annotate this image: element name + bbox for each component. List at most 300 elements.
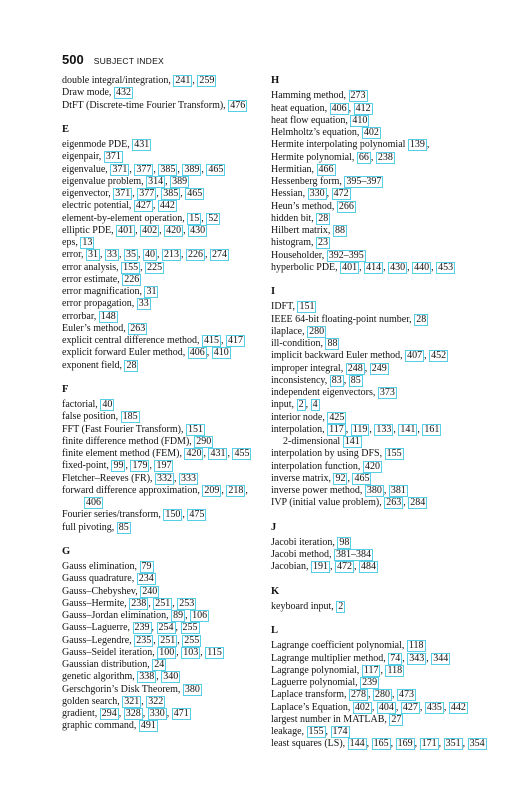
index-entry <box>62 573 267 585</box>
page-reference-link[interactable]: 330 <box>309 188 325 200</box>
index-entry <box>62 720 267 732</box>
index-entry <box>62 100 267 112</box>
index-term: interpolation, <box>271 423 328 435</box>
index-entry <box>271 115 476 127</box>
index-term: Gauss–Legendre, <box>62 634 135 646</box>
index-term: Gerschgorin’s Disk Theorem, <box>62 683 183 695</box>
page-reference-link[interactable]: 263 <box>386 497 402 509</box>
page-reference-link[interactable]: 165 <box>373 738 389 750</box>
index-term: hidden bit, <box>271 212 317 224</box>
index-term: Laplace’s Equation, <box>271 701 353 713</box>
page-reference-link[interactable]: 431 <box>210 448 226 459</box>
page-reference-link[interactable]: 141 <box>344 436 360 447</box>
index-term: element-by-element operation, <box>62 212 188 224</box>
page-reference-link[interactable]: 401 <box>118 224 134 236</box>
index-entry <box>271 213 476 225</box>
index-entry: eigenvalue, 371 , 377 , 385 , 389 , 465 <box>62 163 224 175</box>
page-reference-link[interactable]: 15 <box>189 212 200 224</box>
index-term: interpolation by using DFS, <box>271 448 385 460</box>
index-entry: Hessian, 330 , 472 <box>271 188 349 200</box>
page-reference-link[interactable]: 473 <box>399 689 415 701</box>
page-reference-link[interactable]: 420 <box>364 460 380 472</box>
page-reference-link[interactable]: 417 <box>228 335 244 346</box>
index-term: FFT (Fast Fourier Transform), <box>62 423 186 435</box>
index-term: eigenvalue, <box>62 163 111 175</box>
page-reference-link[interactable]: 381–384 <box>336 549 372 560</box>
page-reference-link[interactable]: 115 <box>207 646 222 658</box>
page-reference-link[interactable]: 266 <box>338 200 354 212</box>
index-entry: error analysis, 155 , 225 <box>62 261 163 273</box>
page-reference-link[interactable]: 402 <box>142 224 158 236</box>
page-reference-link[interactable]: 117 <box>329 423 344 435</box>
page-reference-link[interactable]: 118 <box>387 664 403 676</box>
page-reference-link[interactable]: 35 <box>126 249 137 261</box>
index-term: implicit backward Euler method, <box>271 350 406 362</box>
page-reference-link[interactable]: 155 <box>386 448 402 460</box>
index-entry: inverse matrix, 92 , 465 <box>271 472 370 484</box>
page-reference-link[interactable]: 354 <box>469 738 485 750</box>
index-entry <box>62 311 267 323</box>
page-number: 500 <box>62 52 84 67</box>
page-reference-link[interactable]: 340 <box>163 671 179 683</box>
page-reference-link[interactable]: 442 <box>159 200 175 212</box>
index-entry: eigenvector, 371 , 377 , 385 , 465 <box>62 188 203 199</box>
page-reference-link[interactable]: 371 <box>115 188 131 199</box>
index-term: Gauss–Seidel iteration, <box>62 646 158 658</box>
page-reference-link[interactable]: 92 <box>335 472 346 484</box>
page-header <box>62 52 164 68</box>
page-reference-link[interactable]: 402 <box>354 701 370 713</box>
page-reference-link[interactable]: 389 <box>184 163 200 175</box>
page-reference-link[interactable]: 28 <box>416 313 427 325</box>
page-reference-link[interactable]: 465 <box>354 472 370 484</box>
index-entry <box>271 176 476 188</box>
page-reference-link[interactable]: 174 <box>332 726 348 737</box>
index-entry: Fletcher–Reeves (FR), 332 , 333 <box>62 472 197 484</box>
index-term: Hilbert matrix, <box>271 225 333 236</box>
page-reference-link[interactable]: 427 <box>135 200 151 212</box>
page-reference-link[interactable]: 240 <box>142 585 158 597</box>
page-reference-link[interactable]: 225 <box>147 261 163 273</box>
index-term: Jacobi method, <box>271 549 335 560</box>
page-reference-link[interactable]: 330 <box>149 708 165 719</box>
page-reference-link[interactable]: 148 <box>100 310 116 322</box>
index-term: finite element method (FEM), <box>62 448 185 459</box>
page-reference-link[interactable]: 452 <box>431 350 447 362</box>
page-reference-link[interactable]: 274 <box>212 249 228 261</box>
page-reference-link[interactable]: 255 <box>182 622 198 634</box>
page-reference-link[interactable]: 476 <box>230 99 246 111</box>
page-reference-link[interactable]: 425 <box>329 411 345 423</box>
page-reference-link[interactable]: 31 <box>146 286 157 297</box>
index-term: IEEE 64-bit floating-point number, <box>271 313 415 325</box>
index-term: histogram, <box>271 237 316 249</box>
index-entry <box>271 201 476 213</box>
page-reference-link[interactable]: 406 <box>331 102 347 114</box>
page-reference-link[interactable]: 415 <box>204 335 220 346</box>
page-reference-link[interactable]: 491 <box>140 720 156 732</box>
page-reference-link[interactable]: 280 <box>309 325 325 337</box>
page-reference-link[interactable]: 466 <box>318 163 334 175</box>
section-letter: K <box>271 585 280 597</box>
index-term: least squares (LS), <box>271 738 348 750</box>
page-reference-link[interactable]: 377 <box>139 188 155 199</box>
page-reference-link[interactable]: 414 <box>366 261 382 273</box>
index-term: graphic command, <box>62 720 139 732</box>
index-term: Householder, <box>271 249 327 261</box>
index-term: eps, <box>62 237 81 248</box>
page-reference-link[interactable]: 239 <box>362 677 378 688</box>
index-term: Hamming method, <box>271 90 349 102</box>
section-letter: I <box>271 286 276 297</box>
index-term: Jacobian, <box>271 561 311 573</box>
page-reference-link[interactable]: 24 <box>154 659 165 670</box>
index-term: factorial, <box>62 399 101 410</box>
page-reference-link[interactable]: 314 <box>148 175 164 187</box>
page-reference-link[interactable]: 218 <box>228 484 244 496</box>
page-reference-link[interactable]: 321 <box>124 695 140 707</box>
index-entry <box>62 561 267 573</box>
index-entry <box>271 387 476 399</box>
section-letter: J <box>271 521 277 533</box>
index-entry <box>271 448 476 460</box>
page-reference-link[interactable]: 432 <box>115 87 131 99</box>
index-term: golden search, <box>62 695 123 707</box>
index-entry <box>271 640 476 652</box>
page-reference-link[interactable]: 155 <box>308 726 324 737</box>
page-reference-link[interactable]: 150 <box>165 509 181 521</box>
page-reference-link[interactable]: 465 <box>187 188 203 199</box>
page-reference-link[interactable]: 402 <box>363 127 379 138</box>
section-gap <box>271 574 476 586</box>
page-reference-link[interactable]: 344 <box>433 652 449 664</box>
index-entry: implicit backward Euler method, 407 , 452 <box>271 350 447 362</box>
index-term: keyboard input, <box>271 600 337 612</box>
page-reference-link[interactable]: 406 <box>189 347 205 359</box>
index-term: heat flow equation, <box>271 114 351 126</box>
page-reference-link[interactable]: 385 <box>160 163 176 175</box>
page-reference-link[interactable]: 410 <box>352 114 368 126</box>
index-entry: gradient, 294 , 328 , 330 , 471 <box>62 708 189 719</box>
page-reference-link[interactable]: 88 <box>327 338 338 349</box>
page-reference-link[interactable]: 395–397 <box>346 176 382 187</box>
index-entry <box>271 601 476 613</box>
index-term: Heun’s method, <box>271 200 337 212</box>
page-reference-link[interactable]: 234 <box>138 573 154 585</box>
index-entry: eigenvalue problem, 314 , 389 <box>62 175 188 187</box>
index-entry <box>62 497 267 509</box>
index-entry <box>271 301 476 313</box>
page-reference-link[interactable]: 420 <box>166 224 182 236</box>
index-entry <box>271 225 476 237</box>
section-letter: L <box>271 625 279 636</box>
page-reference-link[interactable]: 427 <box>402 701 418 713</box>
page-reference-link[interactable]: 273 <box>350 90 366 102</box>
page-reference-link[interactable]: 179 <box>132 460 148 472</box>
page-reference-link[interactable]: 255 <box>184 634 200 646</box>
page-reference-link[interactable]: 328 <box>125 708 141 719</box>
page-reference-link[interactable]: 28 <box>318 212 329 224</box>
page-reference-link[interactable]: 430 <box>390 261 406 273</box>
page-reference-link[interactable]: 226 <box>188 249 204 261</box>
index-term: interior node, <box>271 411 328 423</box>
index-entry: finite element method (FEM), 420 , 431 , 455 <box>62 448 250 459</box>
page-reference-link[interactable]: 248 <box>347 362 363 374</box>
page-reference-link[interactable]: 66 <box>358 151 369 163</box>
index-entry: golden search, 321 , 322 <box>62 695 164 707</box>
page-reference-link[interactable]: 4 <box>312 399 318 411</box>
index-term: Fourier series/transform, <box>62 509 164 521</box>
index-entry <box>271 677 476 689</box>
page-reference-link[interactable]: 381 <box>390 485 406 496</box>
page-reference-link[interactable]: 475 <box>189 509 205 521</box>
index-entry: inconsistency, 83 , 85 <box>271 374 361 386</box>
page-reference-link[interactable]: 253 <box>179 597 195 609</box>
page-reference-link[interactable]: 191 <box>313 561 328 573</box>
page-reference-link[interactable]: 472 <box>337 561 352 573</box>
index-entry <box>271 549 476 561</box>
page-reference-link[interactable]: 254 <box>158 622 174 634</box>
index-term: electric potential, <box>62 200 134 212</box>
page-reference-link[interactable]: 28 <box>126 359 137 371</box>
section-gap <box>62 372 267 384</box>
page-reference-link[interactable]: 213 <box>164 249 180 261</box>
section-letter: H <box>271 75 280 86</box>
index-entry: hyperbolic PDE, 401 , 414 , 430 , 440 , 453 <box>271 261 454 273</box>
index-term: error magnification, <box>62 286 145 297</box>
page-reference-link[interactable]: 88 <box>334 225 345 236</box>
index-entry <box>271 127 476 139</box>
page-reference-link[interactable]: 392–395 <box>328 249 364 261</box>
index-entry: Lagrange multiplier method, 74 , 343 , 344 <box>271 652 449 664</box>
page-reference-link[interactable]: 13 <box>82 237 93 248</box>
page-reference-link[interactable]: 484 <box>361 561 376 573</box>
page-reference-link[interactable]: 371 <box>112 163 128 175</box>
page-reference-link[interactable]: 103 <box>183 646 199 658</box>
index-entry <box>271 537 476 549</box>
page-reference-link[interactable]: 263 <box>130 322 146 334</box>
page-reference-link[interactable]: 251 <box>160 634 176 646</box>
index-entry <box>62 298 267 310</box>
page-reference-link[interactable]: 290 <box>196 435 212 447</box>
index-term: IVP (initial value problem), <box>271 497 385 509</box>
index-term: Hessenberg form, <box>271 176 345 187</box>
page-reference-link[interactable]: 33 <box>107 249 118 261</box>
page-reference-link[interactable]: 380 <box>184 683 200 695</box>
index-term: finite difference method (FDM), <box>62 435 195 447</box>
page-reference-link[interactable]: 284 <box>410 497 426 509</box>
page-reference-link[interactable]: 465 <box>208 163 224 175</box>
index-term: explicit forward Euler method, <box>62 347 188 359</box>
page-reference-link[interactable]: 161 <box>424 423 440 435</box>
index-entry: inverse power method, 380 , 381 <box>271 485 406 496</box>
page-reference-link[interactable]: 259 <box>199 75 215 86</box>
index-entry <box>271 250 476 262</box>
page-reference-link[interactable]: 238 <box>377 151 393 163</box>
index-term: Hermite polynomial, <box>271 151 357 163</box>
page-reference-link[interactable]: 144 <box>349 738 365 750</box>
index-entry: fixed-point, 99 , 179 , 197 <box>62 460 172 472</box>
page-reference-link[interactable]: 389 <box>172 175 188 187</box>
index-entry: Gauss–Laguerre, 239 , 254 , 255 <box>62 622 198 634</box>
page-reference-link[interactable]: 404 <box>378 701 394 713</box>
index-term: largest number in MATLAB, <box>271 713 390 725</box>
index-term: inverse power method, <box>271 485 365 496</box>
index-entry <box>62 237 267 249</box>
index-term: explicit central difference method, <box>62 335 203 346</box>
page-reference-link[interactable]: 117 <box>363 664 379 676</box>
page-reference-link[interactable]: 431 <box>134 139 150 150</box>
index-entry: genetic algorithm, 338 , 340 <box>62 671 179 683</box>
page-reference-link[interactable]: 280 <box>375 689 391 701</box>
index-term: interpolation function, <box>271 460 363 472</box>
index-term: Euler’s method, <box>62 322 129 334</box>
page-reference-link[interactable]: 235 <box>136 634 152 646</box>
page-reference-link[interactable]: 52 <box>208 212 219 224</box>
page-reference-link[interactable]: 239 <box>134 622 150 634</box>
page-reference-link[interactable]: 420 <box>186 448 202 459</box>
index-term: leakage, <box>271 726 307 737</box>
page-reference-link[interactable]: 410 <box>213 347 229 359</box>
page-reference-link[interactable]: 401 <box>342 261 358 273</box>
page-reference-link[interactable]: 471 <box>173 708 189 719</box>
page-reference-link[interactable]: 351 <box>445 738 461 750</box>
page-reference-link[interactable]: 171 <box>421 738 437 750</box>
index-entry <box>271 314 476 326</box>
page-reference-link[interactable]: 151 <box>299 301 315 313</box>
index-term: DtFT (Discrete-time Fourier Transform), <box>62 99 229 111</box>
page-reference-link[interactable]: 85 <box>118 521 129 533</box>
page-reference-link[interactable]: 2 <box>338 600 344 612</box>
page-reference-link[interactable]: 99 <box>113 460 124 472</box>
index-entry: Gauss–Legendre, 235 , 251 , 255 <box>62 634 200 646</box>
index-term: inverse matrix, <box>271 472 334 484</box>
section-letter: E <box>62 123 70 135</box>
page-reference-link[interactable]: 74 <box>390 652 401 664</box>
page-reference-link[interactable]: 151 <box>188 423 203 435</box>
page-reference-link[interactable]: 278 <box>351 689 367 701</box>
page-reference-link[interactable]: 27 <box>391 713 402 725</box>
index-term: error propagation, <box>62 298 137 310</box>
section-gap <box>271 613 476 625</box>
page-reference-link[interactable]: 380 <box>366 485 382 496</box>
index-term: error analysis, <box>62 261 122 273</box>
index-term: inconsistency, <box>271 374 330 386</box>
index-entry <box>62 411 267 423</box>
index-term: Jacobi iteration, <box>271 536 338 548</box>
index-term: eigenvector, <box>62 188 114 199</box>
section-letter: F <box>62 383 69 395</box>
page-reference-link[interactable]: 169 <box>397 738 413 750</box>
page-reference-link[interactable]: 83 <box>331 374 342 386</box>
page-reference-link[interactable]: 40 <box>102 399 113 410</box>
index-term: false position, <box>62 411 121 423</box>
index-term: exponent field, <box>62 359 125 371</box>
page-reference-link[interactable]: 185 <box>122 411 138 423</box>
page-reference-link[interactable]: 100 <box>159 646 175 658</box>
page-reference-link[interactable]: 119 <box>352 423 368 435</box>
page-reference-link[interactable]: 251 <box>155 597 171 609</box>
page-reference-link[interactable]: 338 <box>139 671 155 683</box>
index-entry: leakage, 155 , 174 <box>271 726 348 737</box>
page-reference-link[interactable]: 430 <box>190 224 206 236</box>
index-term: Gauss–Chebyshev, <box>62 585 141 597</box>
page-reference-link[interactable]: 85 <box>350 374 361 386</box>
page-reference-link[interactable]: 322 <box>148 695 164 707</box>
page-reference-link[interactable]: 406 <box>86 497 101 508</box>
index-entry <box>62 436 267 448</box>
index-term: double integral/integration, <box>62 75 174 86</box>
page-reference-link[interactable]: 412 <box>355 102 371 114</box>
index-entry <box>271 714 476 726</box>
page-reference-link[interactable]: 435 <box>426 701 442 713</box>
page-reference-link[interactable]: 453 <box>438 261 454 273</box>
page-reference-link[interactable]: 332 <box>157 472 173 484</box>
page-reference-link[interactable]: 106 <box>192 610 208 621</box>
index-entry: double integral/integration, 241 , 259 <box>62 75 215 86</box>
index-term: eigenvalue problem, <box>62 175 147 187</box>
index-term: IDFT, <box>271 301 298 313</box>
index-term: Hermite interpolating polynomial <box>271 139 408 151</box>
page-reference-link[interactable]: 23 <box>318 237 328 249</box>
index-entry: error, 31 , 33 , 35 , 40 , 213 , 226 , 274 <box>62 249 228 261</box>
index-entry <box>271 164 476 176</box>
page-reference-link[interactable]: 118 <box>408 640 424 652</box>
page-reference-link[interactable]: 155 <box>123 261 139 273</box>
page-reference-link[interactable]: 141 <box>400 423 416 435</box>
index-entry: explicit forward Euler method, 406 , 410 <box>62 347 229 359</box>
page-reference-link[interactable]: 98 <box>339 536 350 548</box>
page-reference-link[interactable]: 197 <box>156 460 172 472</box>
page-reference-link[interactable]: 226 <box>124 273 140 285</box>
page-reference-link[interactable]: 294 <box>101 708 117 719</box>
page-reference-link[interactable]: 333 <box>181 472 197 484</box>
index-entry <box>62 399 267 411</box>
page-reference-link[interactable]: 33 <box>138 298 149 310</box>
page-reference-link[interactable]: 371 <box>105 151 121 163</box>
index-column-right <box>271 75 485 751</box>
page-reference-link[interactable]: 209 <box>204 484 220 496</box>
index-entry: interpolation, 117 , 119 , 133 , 141 , 161 <box>271 423 440 435</box>
page-reference-link[interactable]: 249 <box>371 362 387 374</box>
index-term: ilaplace, <box>271 325 308 337</box>
index-entry <box>62 323 267 335</box>
page-reference-link[interactable]: 407 <box>407 350 423 362</box>
page-reference-link[interactable]: 472 <box>333 188 349 200</box>
page-reference-link[interactable]: 133 <box>376 423 392 435</box>
page-reference-link[interactable]: 241 <box>175 75 191 86</box>
page-reference-link[interactable]: 377 <box>136 163 152 175</box>
page-reference-link[interactable]: 40 <box>145 249 156 261</box>
page-reference-link[interactable]: 31 <box>88 249 99 261</box>
page-reference-link[interactable]: 373 <box>379 387 395 398</box>
page-reference-link[interactable]: 455 <box>234 448 250 459</box>
page-reference-link[interactable]: 79 <box>141 561 152 572</box>
page-reference-link[interactable]: 238 <box>131 597 147 609</box>
page-reference-link[interactable]: 440 <box>414 261 430 273</box>
page-reference-link[interactable]: 139 <box>409 139 425 151</box>
page-reference-link[interactable]: 385 <box>163 188 179 199</box>
index-term: Hessian, <box>271 188 308 200</box>
page-reference-link[interactable]: 442 <box>450 701 466 713</box>
page-reference-link[interactable]: 343 <box>409 652 425 664</box>
page-reference-link[interactable]: 2 <box>298 399 304 411</box>
index-term: improper integral, <box>271 362 346 374</box>
page-reference-link[interactable]: 89 <box>173 610 184 621</box>
index-term: Lagrange polynomial, <box>271 664 362 676</box>
index-term: heat equation, <box>271 102 330 114</box>
index-term: Fletcher–Reeves (FR), <box>62 472 156 484</box>
